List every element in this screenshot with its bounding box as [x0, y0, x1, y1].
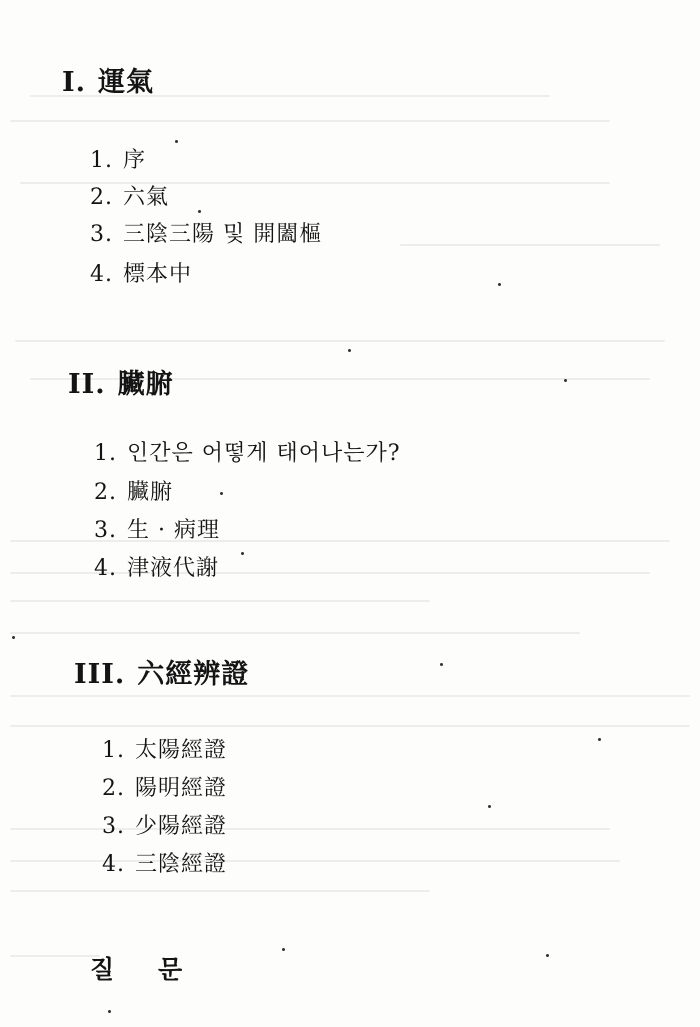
print-speck — [175, 140, 178, 143]
print-speck — [546, 954, 549, 957]
section-number: III. — [74, 659, 126, 690]
bleed-through-line — [10, 600, 430, 602]
item-title: 六氣 — [123, 185, 170, 210]
section-title: 臟腑 — [117, 369, 174, 400]
print-speck — [498, 283, 501, 286]
toc-item — [94, 436, 401, 467]
section-heading — [74, 652, 249, 691]
toc-item — [102, 733, 227, 764]
question-heading-char-2: 문 — [158, 955, 183, 984]
bleed-through-line — [10, 632, 580, 634]
item-number: 4. — [90, 262, 113, 287]
bleed-through-line — [10, 890, 430, 892]
toc-item — [94, 475, 173, 506]
toc-item — [102, 771, 227, 802]
toc-item — [90, 143, 146, 174]
print-speck — [282, 948, 285, 951]
section-title: 六經辨證 — [137, 659, 250, 690]
bleed-through-line — [400, 244, 660, 246]
item-number: 3. — [94, 518, 117, 543]
item-title: 生 · 病理 — [127, 518, 220, 543]
print-speck — [108, 1010, 111, 1013]
item-title: 臟腑 — [127, 480, 174, 505]
bleed-through-line — [10, 120, 610, 122]
item-number: 1. — [90, 148, 113, 173]
print-speck — [564, 379, 567, 382]
print-speck — [348, 349, 351, 352]
item-title: 陽明經證 — [135, 776, 228, 801]
toc-item — [94, 513, 220, 544]
section-number: I. — [62, 67, 87, 98]
print-speck — [440, 663, 443, 666]
print-speck — [488, 805, 491, 808]
section-heading — [68, 362, 174, 401]
item-title: 三陰經證 — [135, 852, 228, 877]
print-speck — [198, 210, 201, 213]
item-title: 序 — [123, 148, 147, 173]
item-number: 4. — [94, 556, 117, 581]
item-title: 太陽經證 — [135, 738, 228, 763]
section-title: 運氣 — [98, 67, 155, 98]
question-heading-char-1: 질 — [90, 955, 115, 984]
item-title: 少陽經證 — [135, 814, 228, 839]
item-number: 2. — [90, 185, 113, 210]
bleed-through-line — [10, 828, 610, 830]
item-number: 2. — [102, 776, 125, 801]
toc-item — [90, 217, 322, 248]
bleed-through-line — [10, 955, 100, 957]
toc-item — [90, 257, 192, 288]
bleed-through-line — [15, 340, 665, 342]
item-number: 3. — [90, 222, 113, 247]
print-speck — [12, 636, 15, 639]
item-number: 4. — [102, 852, 125, 877]
item-title: 인간은 어떻게 태어나는가? — [127, 441, 401, 466]
toc-item — [94, 551, 219, 582]
section-heading — [62, 60, 154, 99]
print-speck — [220, 492, 223, 495]
bleed-through-line — [10, 695, 690, 697]
section-number: II. — [68, 369, 106, 400]
toc-item — [90, 180, 169, 211]
bleed-through-line — [10, 725, 690, 727]
item-title: 標本中 — [123, 262, 193, 287]
item-number: 3. — [102, 814, 125, 839]
item-number: 1. — [102, 738, 125, 763]
toc-item — [102, 809, 227, 840]
item-number: 1. — [94, 441, 117, 466]
toc-item — [102, 847, 227, 878]
print-speck — [241, 552, 244, 555]
item-title: 三陰三陽 및 開闔樞 — [123, 222, 323, 247]
print-speck — [598, 738, 601, 741]
item-number: 2. — [94, 480, 117, 505]
item-title: 津液代謝 — [127, 556, 220, 581]
